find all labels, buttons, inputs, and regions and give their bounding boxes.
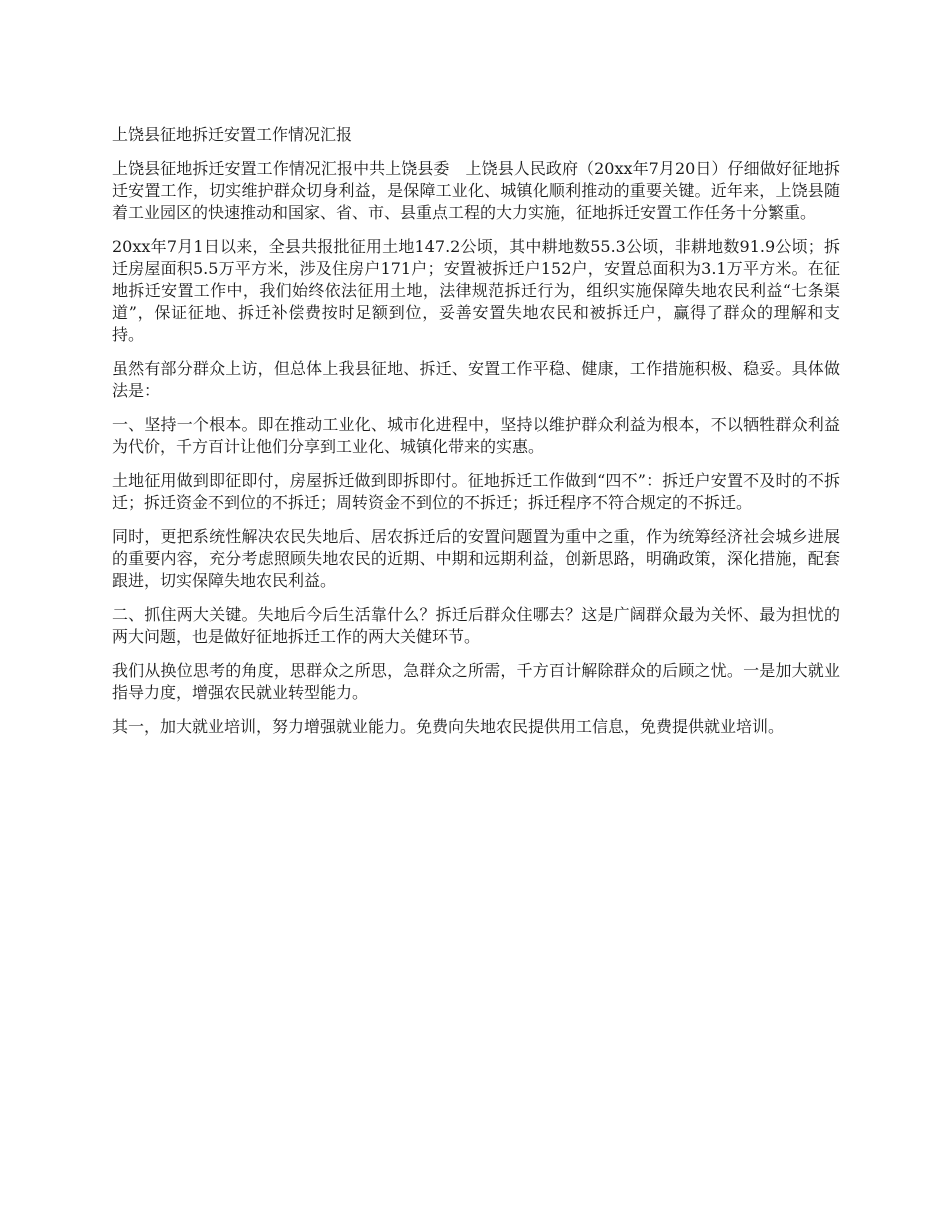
paragraph-statistics: 20xx年7月1日以来，全县共报批征用土地147.2公顷，其中耕地数55.3公顷，非耕地数91.9公顷；拆迁房屋面积5.5万平方米，涉及住房户171户；安置被拆迁户152户，安置总面积为3.1万平方米。在征地拆迁安置工作中，我们始终依法征用土地，法律规范拆迁行为，组织实施保障失地农民利益“七条渠道”，保证征地、拆迁补偿费按时足额到位，妥善安置失地农民和被拆迁户，赢得了群众的理解和支持。 [112,237,840,344]
paragraph-four-nots: 土地征用做到即征即付，房屋拆迁做到即拆即付。征地拆迁工作做到“四不”：拆迁户安置不及时的不拆迁；拆迁资金不到位的不拆迁；周转资金不到位的不拆迁；拆迁程序不符合规定的不拆迁。 [112,471,840,512]
document-title: 上饶县征地拆迁安置工作情况汇报 [112,125,353,144]
paragraph-point-two: 二、抓住两大关键。失地后今后生活靠什么？拆迁后群众住哪去？这是广阔群众最为关怀、最为担忧的两大问题，也是做好征地拆迁工作的两大关健环节。 [112,605,840,646]
paragraph-overview: 虽然有部分群众上访，但总体上我县征地、拆迁、安置工作平稳、健康，工作措施积极、稳妥。具体做法是： [112,359,840,400]
paragraph-point-one: 一、坚持一个根本。即在推动工业化、城市化进程中，坚持以维护群众利益为根本，不以牺牲群众利益为代价，千方百计让他们分享到工业化、城镇化带来的实惠。 [112,415,840,456]
paragraph-employment-guidance: 我们从换位思考的角度，思群众之所思，急群众之所需，千方百计解除群众的后顾之忧。一是加大就业指导力度，增强农民就业转型能力。 [112,661,840,702]
paragraph-employment-training: 其一，加大就业培训，努力增强就业能力。免费向失地农民提供用工信息，免费提供就业培训。 [112,717,785,736]
document-page [112,124,840,750]
paragraph-resettlement: 同时，更把系统性解决农民失地后、居农拆迁后的安置问题置为重中之重，作为统筹经济社会城乡进展的重要内容，充分考虑照顾失地农民的近期、中期和远期利益，创新思路，明确政策，深化措施，配套跟进，切实保障失地农民利益。 [112,527,840,590]
paragraph-intro: 上饶县征地拆迁安置工作情况汇报中共上饶县委 上饶县人民政府（20xx年7月20日）仔细做好征地拆迁安置工作，切实维护群众切身利益，是保障工业化、城镇化顺利推动的重要关键。近年来，上饶县随着工业园区的快速推动和国家、省、市、县重点工程的大力实施，征地拆迁安置工作任务十分繁重。 [112,159,840,222]
